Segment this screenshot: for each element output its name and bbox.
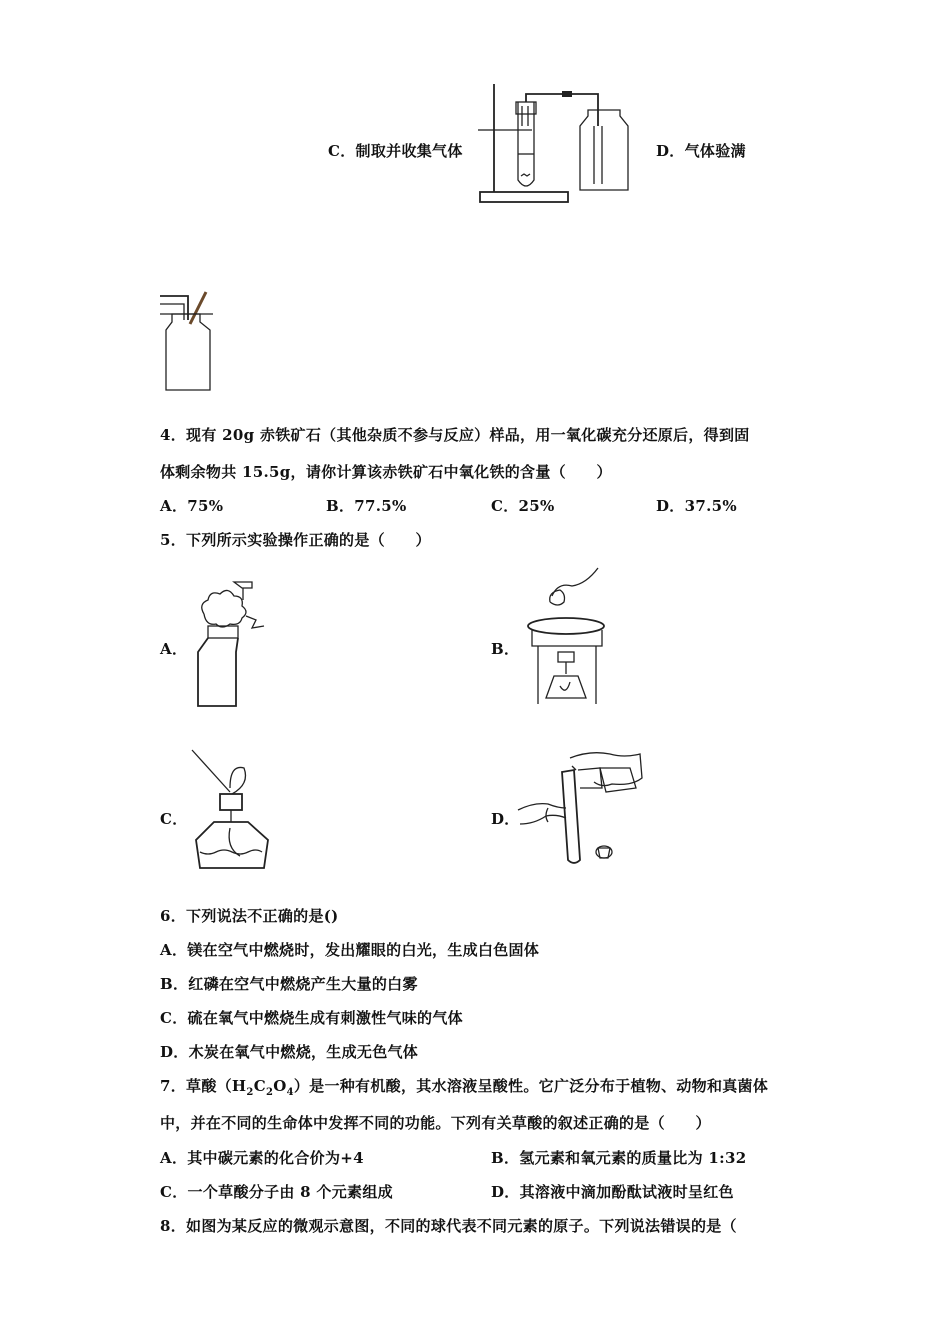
q6-option-a: A．镁在空气中燃烧时，发出耀眼的白光，生成白色固体 [160, 941, 540, 959]
q7-sub-o: 4 [286, 1087, 294, 1098]
q5-figure-b-evaporation-burner [524, 566, 608, 712]
q8-stem: 8．如图为某反应的微观示意图，不同的球代表不同元素的原子。下列说法错误的是（ [160, 1217, 737, 1235]
q7-formula-c: C [253, 1077, 266, 1095]
q5-figure-d-pouring-liquid [518, 748, 646, 868]
q7-option-d: D．其溶液中滴加酚酞试液时呈红色 [491, 1183, 734, 1201]
q4-stem-line2: 体剩余物共 15.5g，请你计算该赤铁矿石中氧化铁的含量（ ） [160, 463, 612, 481]
q5-figure-a-flask-heating [190, 578, 275, 710]
q5-label-c: C． [160, 810, 188, 828]
q7-option-b: B．氢元素和氧元素的质量比为 1:32 [491, 1149, 747, 1167]
q5-label-d: D． [491, 810, 520, 828]
q7-stem-post: ）是一种有机酸，其水溶液呈酸性。它广泛分布于植物、动物和真菌体 [293, 1077, 769, 1095]
q5-stem: 5．下列所示实验操作正确的是（ ） [160, 531, 431, 549]
q3-option-c: C．制取并收集气体 [328, 142, 463, 160]
q4-option-a: A．75% [160, 497, 224, 515]
q4-stem-line1: 4．现有 20g 赤铁矿石（其他杂质不参与反应）样品，用一氧化碳充分还原后，得到固 [160, 426, 750, 444]
q6-option-b: B．红磷在空气中燃烧产生大量的白雾 [160, 975, 418, 993]
q7-option-c: C．一个草酸分子由 8 个元素组成 [160, 1183, 393, 1201]
q7-stem-line2: 中，并在不同的生命体中发挥不同的功能。下列有关草酸的叙述正确的是（ ） [160, 1114, 711, 1132]
q3-option-d: D．气体验满 [656, 142, 746, 160]
q7-stem-line1 [160, 1075, 768, 1098]
q7-sub-h: 2 [246, 1087, 254, 1098]
gas-full-check-figure [158, 290, 218, 395]
q4-option-b: B．77.5% [326, 497, 407, 515]
q7-option-a: A．其中碳元素的化合价为+4 [160, 1149, 364, 1167]
q5-figure-c-alcohol-lamp [190, 748, 275, 874]
q5-label-b: B． [491, 640, 520, 658]
q7-stem-pre: 7．草酸（H [160, 1077, 247, 1095]
q4-option-d: D．37.5% [656, 497, 737, 515]
q5-label-a: A． [160, 640, 188, 658]
gas-apparatus-figure [470, 80, 640, 205]
q4-option-c: C．25% [491, 497, 555, 515]
q6-option-d: D．木炭在氧气中燃烧，生成无色气体 [160, 1043, 419, 1061]
q7-sub-c: 2 [265, 1087, 274, 1098]
q7-formula-o: O [273, 1077, 287, 1095]
q6-option-c: C．硫在氧气中燃烧生成有刺激性气味的气体 [160, 1009, 463, 1027]
q6-stem: 6．下列说法不正确的是() [160, 907, 339, 925]
